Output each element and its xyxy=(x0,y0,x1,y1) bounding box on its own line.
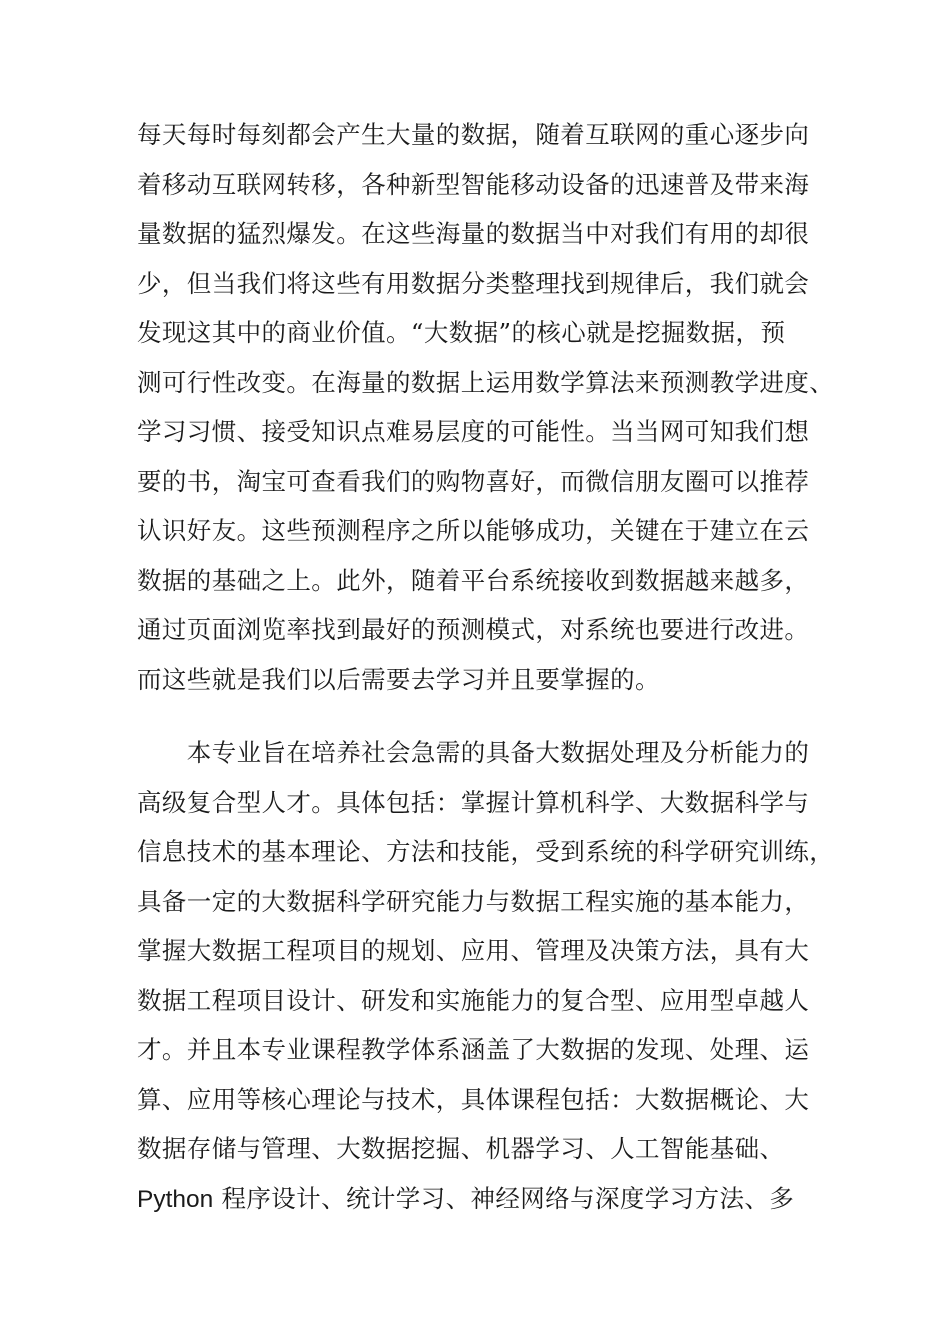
text-line: 少，但当我们将这些有用数据分类整理找到规律后，我们就会 xyxy=(137,268,810,298)
text-line: 学习习惯、接受知识点难易层度的可能性。当当网可知我们想 xyxy=(137,417,810,446)
text-line: 具备一定的大数据科学研究能力与数据工程实施的基本能力， xyxy=(137,886,810,916)
text-line: 数据的基础之上。此外，随着平台系统接收到数据越来越多， xyxy=(137,565,810,595)
body-paragraph-1 xyxy=(137,110,837,704)
text-line: 要的书，淘宝可查看我们的购物喜好，而微信朋友圈可以推荐 xyxy=(137,466,810,496)
text-line: 量数据的猛烈爆发。在这些海量的数据当中对我们有用的却很 xyxy=(137,219,810,248)
text-line: 信息技术的基本理论、方法和技能，受到系统的科学研究训练， xyxy=(137,837,835,866)
text-line: 每天每时每刻都会产生大量的数据，随着互联网的重心逐步向 xyxy=(137,120,810,149)
text-line: 测可行性改变。在海量的数据上运用数学算法来预测教学进度、 xyxy=(137,367,835,397)
text-line: 通过页面浏览率找到最好的预测模式，对系统也要进行改进。 xyxy=(137,615,810,644)
text-line: 本专业旨在培养社会急需的具备大数据处理及分析能力的 xyxy=(137,738,810,767)
text-line-rest: 程序设计、统计学习、神经网络与深度学习方法、多 xyxy=(213,1183,795,1213)
text-line: 数据工程项目设计、研发和实施能力的复合型、应用型卓越人 xyxy=(137,985,810,1015)
text-line: 而这些就是我们以后需要去学习并且要掌握的。 xyxy=(137,664,660,694)
latin-word: Python xyxy=(137,1185,214,1213)
text-line: 发现这其中的商业价值。“大数据”的核心就是挖掘数据，预 xyxy=(137,318,786,347)
text-line: 掌握大数据工程项目的规划、应用、管理及决策方法，具有大 xyxy=(137,936,810,965)
text-line: 才。并且本专业课程教学体系涵盖了大数据的发现、处理、运 xyxy=(137,1035,810,1064)
text-line: 认识好友。这些预测程序之所以能够成功，关键在于建立在云 xyxy=(137,516,810,545)
text-line: 数据存储与管理、大数据挖掘、机器学习、人工智能基础、 xyxy=(137,1134,785,1163)
text-line-last xyxy=(137,1174,837,1224)
text-line: 着移动互联网转移，各种新型智能移动设备的迅速普及带来海 xyxy=(137,169,810,199)
body-paragraph-2 xyxy=(137,728,837,1223)
text-line: 算、应用等核心理论与技术，具体课程包括：大数据概论、大 xyxy=(137,1084,810,1114)
text-line: 高级复合型人才。具体包括：掌握计算机科学、大数据科学与 xyxy=(137,787,810,817)
